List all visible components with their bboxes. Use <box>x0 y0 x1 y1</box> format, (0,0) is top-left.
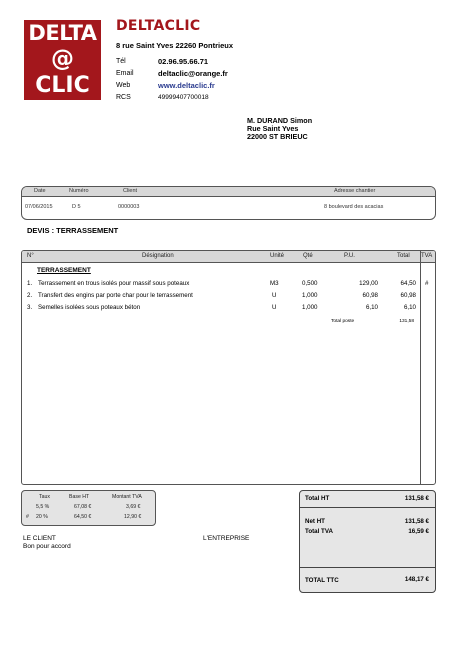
client-approval-note: Bon pour accord <box>23 543 71 550</box>
row-unit-price: 129,00 <box>359 280 378 287</box>
col-header-tva: TVA <box>421 253 433 259</box>
row-designation: Terrassement en trous isolés pour massif sous poteaux <box>38 280 190 287</box>
row-qty: 1,000 <box>302 292 318 299</box>
totals-divider <box>300 507 435 508</box>
client-signature-label: LE CLIENT <box>23 535 56 542</box>
summary-header-row <box>22 187 435 197</box>
vat-row-rate: 20 % <box>36 514 48 520</box>
web-link[interactable]: www.deltaclic.fr <box>158 81 215 90</box>
row-number: 3. <box>27 304 33 311</box>
row-number: 1. <box>27 280 33 287</box>
items-header-row <box>22 251 435 263</box>
table-row <box>22 292 435 302</box>
company-signature-label: L'ENTREPRISE <box>203 535 250 542</box>
table-row <box>22 304 435 314</box>
row-qty: 1,000 <box>302 304 318 311</box>
summary-header-number: Numéro <box>69 188 89 194</box>
total-ttc-label: TOTAL TTC <box>305 577 339 584</box>
vat-row-amount: 3,69 € <box>126 504 141 510</box>
document-title: DEVIS : TERRASSEMENT <box>27 226 119 235</box>
items-table <box>21 250 436 485</box>
row-unit: U <box>272 292 277 299</box>
row-unit: U <box>272 304 277 311</box>
rcs-label: RCS <box>116 94 131 101</box>
row-designation: Semelles isolées sous poteaux béton <box>38 304 141 311</box>
col-header-unit: Unité <box>270 253 285 259</box>
document-summary-box <box>21 186 436 220</box>
row-unit-price: 60,98 <box>362 292 378 299</box>
totals-divider <box>300 567 435 568</box>
recipient-street: Rue Saint Yves <box>247 124 299 133</box>
recipient-name: M. DURAND Simon <box>247 116 313 125</box>
summary-header-client: Client <box>123 188 138 194</box>
phone-label: Tél <box>116 58 126 65</box>
summary-header-date: Date <box>34 188 46 194</box>
vat-header-amount: Montant TVA <box>112 494 142 500</box>
col-header-total: Total <box>397 253 410 259</box>
total-ttc-value: 148,17 € <box>404 576 429 583</box>
summary-number: D 5 <box>72 204 81 210</box>
phone-value: 02.96.95.66.71 <box>158 57 209 66</box>
vat-row-base: 64,50 € <box>74 514 92 520</box>
company-name: DELTACLIC <box>116 18 201 34</box>
email-value[interactable]: deltaclic@orange.fr <box>158 69 228 78</box>
total-tva-label: Total TVA <box>305 528 333 535</box>
vat-row-mark: # <box>26 514 29 520</box>
vat-breakdown-box <box>21 490 156 526</box>
rcs-value: 49999407700018 <box>158 94 209 101</box>
summary-date: 07/06/2015 <box>25 204 53 210</box>
section-title: TERRASSEMENT <box>37 267 91 274</box>
company-logo <box>24 20 101 100</box>
vat-row-amount: 12,90 € <box>124 514 142 520</box>
row-unit-price: 6,10 <box>365 304 378 311</box>
net-ht-value: 131,58 € <box>404 518 429 525</box>
vat-row-base: 67,08 € <box>74 504 92 510</box>
company-address: 8 rue Saint Yves 22260 Pontrieux <box>116 41 234 50</box>
logo-text-line1: DELTA <box>28 21 97 45</box>
summary-client: 0000003 <box>118 204 140 210</box>
row-total: 64,50 <box>400 280 416 287</box>
row-qty: 0,500 <box>302 280 318 287</box>
net-ht-label: Net HT <box>305 518 325 525</box>
col-header-number: N° <box>27 253 34 259</box>
vat-header-base: Base HT <box>69 494 90 500</box>
total-ht-label: Total HT <box>305 495 330 502</box>
vat-row-rate: 5,5 % <box>36 504 50 510</box>
row-unit: M3 <box>270 280 279 287</box>
recipient-city: 22000 ST BRIEUC <box>247 132 308 141</box>
table-row <box>22 280 435 290</box>
subtotal-label: Total poste <box>331 319 355 324</box>
col-header-qty: Qté <box>303 253 313 259</box>
summary-site: 8 boulevard des acacias <box>324 204 384 210</box>
row-tva-mark: # <box>425 280 429 287</box>
vat-header-rate: Taux <box>39 494 50 500</box>
subtotal-value: 131,58 <box>399 319 414 324</box>
row-total: 6,10 <box>403 304 416 311</box>
total-ht-value: 131,58 € <box>404 495 429 502</box>
web-label: Web <box>116 82 131 89</box>
email-label: Email <box>116 70 134 77</box>
row-total: 60,98 <box>400 292 416 299</box>
logo-text-line3: CLIC <box>35 73 90 98</box>
logo-text-line2: @ <box>51 46 74 72</box>
total-tva-value: 16,59 € <box>408 528 429 535</box>
row-designation: Transfert des engins par porte char pour le terrassement <box>38 292 193 299</box>
totals-box <box>299 490 436 593</box>
summary-header-site: Adresse chantier <box>334 188 376 194</box>
col-header-designation: Désignation <box>142 253 174 259</box>
row-number: 2. <box>27 292 33 299</box>
col-header-unit-price: P.U. <box>344 253 355 259</box>
